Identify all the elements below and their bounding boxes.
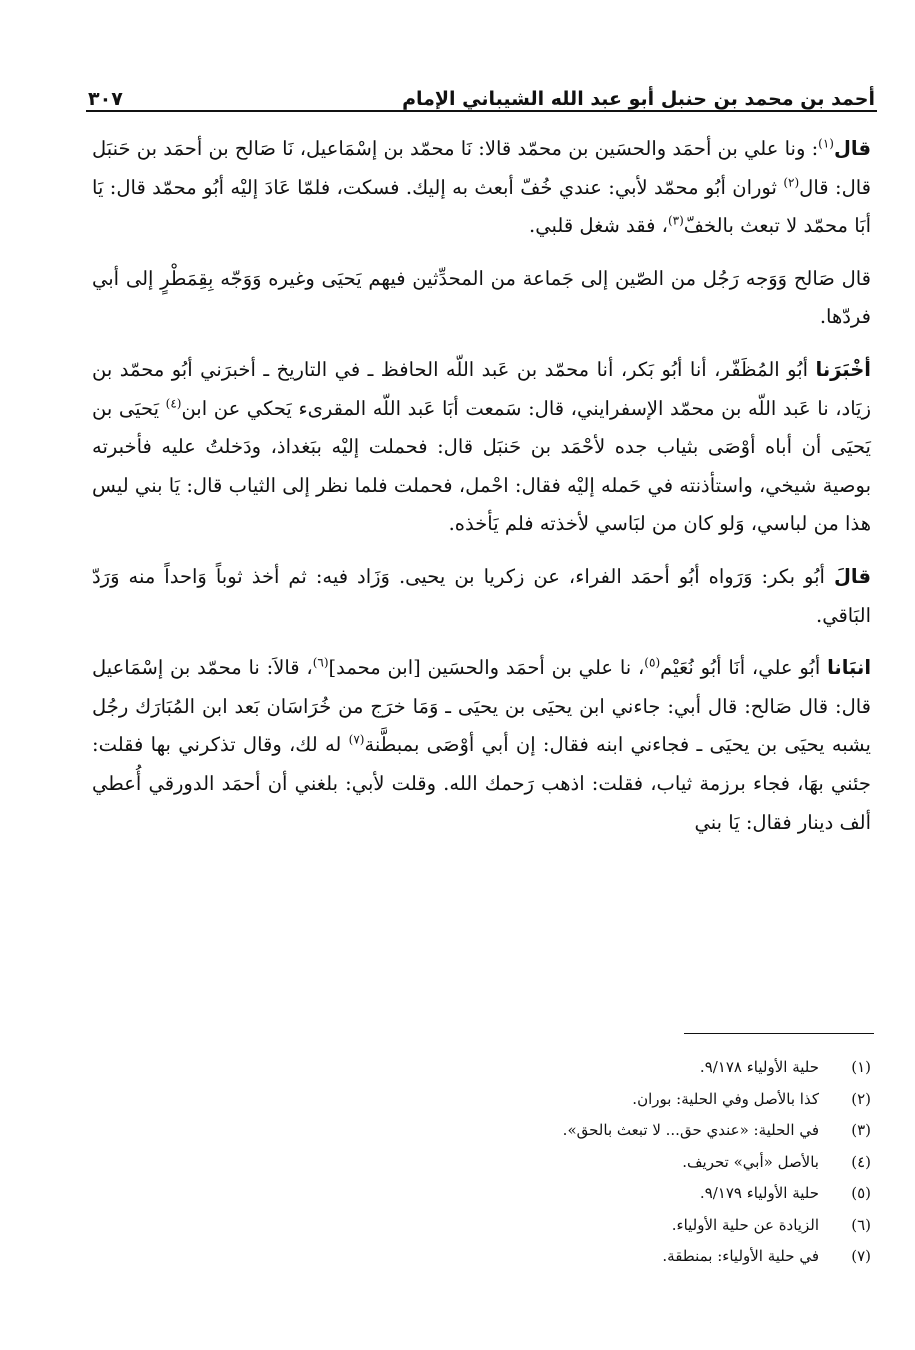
paragraph-text: ثوران أبُو محمّد لأبي: عندي خُفّ أبعث به إليك. فسكت، فلمّا عَادَ إليْه أبُو محمّد قال: يَا أبَا محمّد لا تبعث بالخفّ [92, 175, 871, 238]
paragraph-text: ، قالاَ: نا محمّد بن إسْمَاعيل قال: قال صَالح: قال أبي: جاءني ابن يحيَى بن يحيَى ـ وَمَا خرَج من خُرَاسَان بَعد ابن المُبَارَك رجُل يشبه يحيَى بن يحيَى ـ فجاءني ابنه فقال: إن أبي أوْصَى بمبطَّنة [92, 656, 871, 757]
paragraph-text: يَحيَى بن يَحيَى أن أباه أوْصَى بثياب جده لأحْمَد بن حَنبَل قال: فحملت إليْه ببَغداذ، ودَخلتُ عليه فأخبرته بوصية شيخي، واستأذنته في حَمله إليْه فقال: احْمل، فحملت فلما نظر إلى الثياب قال: يَا بني ليس هذا من لباسي، وَلو كان من لبَاسي لأخذته فلم يَأخذه. [92, 396, 871, 536]
footnotes [300, 1052, 871, 1273]
footnote [300, 1052, 871, 1084]
footnote [300, 1084, 871, 1116]
footnote-text: بالأصل «أبي» تحريف. [682, 1152, 819, 1171]
footnote-marker: (٦) [312, 655, 329, 670]
footnote-marker: (١) [818, 136, 834, 151]
footnote-number: (٥) [851, 1184, 871, 1202]
paragraph-4 [92, 558, 871, 635]
footnote-number: (٧) [851, 1247, 871, 1265]
footnote [300, 1115, 871, 1147]
footnote-marker: (٥) [644, 655, 661, 670]
footnote-text: في الحلية: «عندي حق... لا تبعث بالحق». [562, 1121, 819, 1139]
footnote [300, 1241, 871, 1273]
paragraph-3 [92, 351, 871, 544]
main-text [92, 130, 871, 842]
footnote [300, 1178, 871, 1210]
footnote-text: حلية الأولياء ٩/١٧٨. [699, 1058, 819, 1076]
paragraph-5 [92, 649, 871, 842]
paragraph-text: قال صَالح وَوَجه رَجُل من الصّين إلى جَماعة من المحدِّثين فيهم يَحيَى وغيره وَوَجّه بِقِمَطْرٍ إلى أبي فردّها. [92, 266, 871, 329]
footnote-text: الزيادة عن حلية الأولياء. [671, 1215, 819, 1234]
footnote-number: (٣) [851, 1121, 871, 1139]
footnote [300, 1210, 871, 1242]
page-header [88, 66, 875, 110]
paragraph-text: ، فقد شغل قلبي. [529, 214, 668, 238]
paragraph-text: ، نا علي بن أحمَد والحسَين [ابن محمد] [328, 656, 645, 680]
paragraph-text: أبُو بكر: وَرَواه أبُو أحمَد الفراء، عن زكريا بن يحيى. وَزَاد فيه: ثم أخذ ثوباً وَاحداً منه وَرَدّ البَاقي. [92, 564, 871, 627]
footnote-number: (٢) [851, 1089, 871, 1108]
footnote-number: (٤) [851, 1152, 871, 1171]
paragraph-lead: انبَانا [827, 656, 872, 680]
footnote-text: في حلية الأولياء: بمنطقة. [662, 1247, 819, 1265]
footnote-marker: (٣) [667, 213, 684, 228]
paragraph-lead: قال [833, 137, 871, 160]
footnote-marker: (٤) [165, 396, 182, 411]
paragraph-1 [92, 130, 871, 246]
page-number: ٣٠٧ [88, 88, 123, 110]
footnote-number: (٦) [851, 1215, 871, 1234]
running-title: أحمد بن محمد بن حنبل أبو عبد الله الشيباني الإمام [402, 88, 875, 110]
paragraph-text: له لك، وقال تذكرني بها فقلت: جئني بهَا، فجاء برزمة ثياب، فقلت: اذهب رَحمك الله. وقلت لأبي: بلغني أن أحمَد الدورقي أُعطي ألف دينار فقال: يَا بني [92, 733, 871, 834]
footnote-text: كذا بالأصل وفي الحلية: بوران. [632, 1089, 819, 1108]
paragraph-lead: أخْبَرَنا [815, 357, 871, 381]
paragraph-text: أبُو علي، أنَا أبُو نُعَيْم [660, 656, 828, 680]
footnote-text: حلية الأولياء ٩/١٧٩. [699, 1184, 819, 1202]
paragraph-2 [92, 260, 871, 337]
header-rule [86, 110, 877, 112]
paragraph-lead: قالَ [833, 564, 871, 588]
paragraph-text: : ونا علي بن أحمَد والحسَين بن محمّد قالا: نَا محمّد بن إسْمَاعيل، نَا صَالح بن أحمَد بن حَنبَل قال: قال [92, 137, 871, 199]
footnote-marker: (٧) [348, 732, 365, 747]
footnote-rule [684, 1033, 874, 1034]
paragraph-text: أبُو المُظَفّر، أنا أبُو بَكر، أنا محمّد بن عَبد اللّه الحافظ ـ في التاريخ ـ أخبرَني أبُو محمّد بن زيَاد، نا عَبد اللّه بن محمّد الإسفرايني، قال: سَمعت أبَا عَبد اللّه المقرىء يَحكي عن ابن [92, 357, 871, 420]
footnote-number: (١) [851, 1058, 871, 1076]
footnote [300, 1147, 871, 1179]
footnote-marker: (٢) [783, 175, 800, 190]
